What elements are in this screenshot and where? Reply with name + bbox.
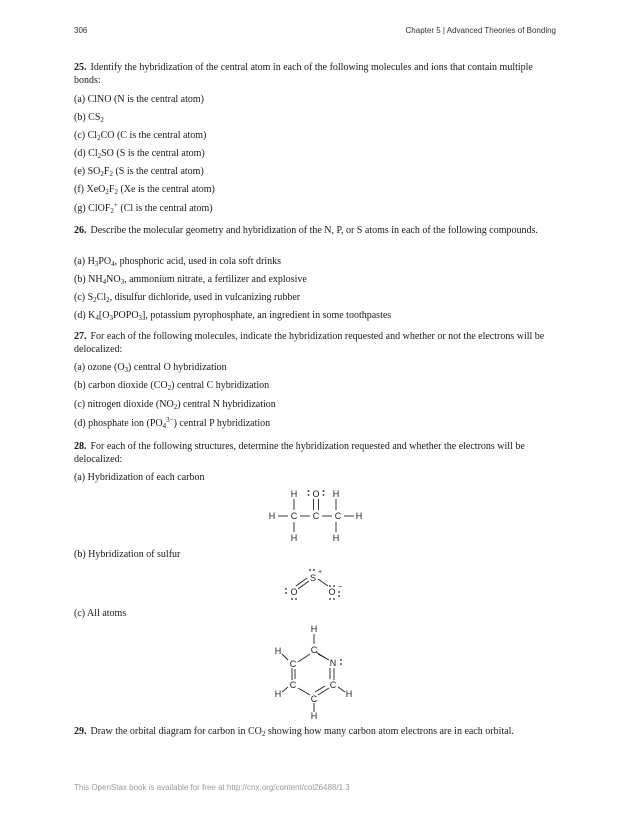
q25-option-f: (f) $XeO_2F_2$ (Xe is the central atom) [74, 184, 215, 196]
question-number: 29. [74, 726, 87, 737]
page-number: 306 [74, 26, 88, 35]
q26-option-c: (c) $S_2Cl_2$, disulfur dichloride, used in vulcanizing rubber [74, 292, 301, 304]
question-26 [74, 224, 554, 237]
pyridine-structure [268, 624, 358, 720]
q27-option-b: (b) carbon dioxide $(CO_2)$ central C hybridization [74, 380, 270, 392]
acetone-structure [260, 486, 370, 544]
q26-option-a: (a) $H_3PO_4$, phosphoric acid, used in cola soft drinks [74, 256, 281, 268]
q25-option-a: (a) ClNO (N is the central atom) [74, 94, 204, 105]
question-number: 27. [74, 331, 87, 342]
question-text: Identify the hybridization of the central atom in each of the following molecules and ions that contain multiple bonds: [74, 62, 533, 86]
atom-label: S [309, 573, 317, 583]
q28-option-c: (c) All atoms [74, 608, 127, 619]
atom-label: H [310, 711, 318, 720]
q25-option-b: (b) $CS_2$ [74, 112, 104, 124]
q25-option-g: (g) ClOF$_2$+ (Cl is the central atom) [74, 201, 213, 215]
footer-note: This OpenStax book is available for free at http://cnx.org/content/col26488/1.3 [74, 783, 350, 792]
atom-label: O [290, 587, 298, 597]
q25-option-c: (c) $Cl_2CO$ (C is the central atom) [74, 130, 207, 142]
atom-label: C [289, 659, 297, 669]
atom-label: H [310, 624, 318, 634]
atom-label: H [332, 533, 340, 543]
sulfur-dioxide-structure [282, 566, 346, 602]
q27-option-a: (a) ozone $(O_3)$ central O hybridization [74, 362, 227, 374]
atom-label: C [334, 511, 342, 521]
q28-option-a: (a) Hybridization of each carbon [74, 472, 205, 483]
atom-label: H [355, 511, 363, 521]
atom-label: H [332, 489, 340, 499]
question-text: Describe the molecular geometry and hybridization of the N, P, or S atoms in each of the following compounds. [90, 225, 538, 236]
atom-label: H [290, 533, 298, 543]
question-text: For each of the following molecules, indicate the hybridization requested and whether or not the electrons will be delocalized: [74, 331, 545, 355]
q27-option-c: (c) nitrogen dioxide $(NO_2)$ central N hybridization [74, 399, 276, 411]
atom-label: O [312, 489, 320, 499]
q26-option-b: (b) $NH_4NO_3$, ammonium nitrate, a fertilizer and explosive [74, 274, 307, 286]
atom-label: H [274, 646, 282, 656]
question-29 [74, 725, 554, 738]
q26-option-d: (d) $K_4[O_3POPO_3]$, potassium pyrophosphate, an ingredient in some toothpastes [74, 310, 392, 322]
q25-option-e: (e) $SO_2F_2$ (S is the central atom) [74, 166, 204, 178]
atom-label: H [268, 511, 276, 521]
atom-label: H [345, 689, 353, 699]
atom-label: C [310, 645, 318, 655]
charge-minus: − [337, 584, 343, 591]
q25-option-d: (d) $Cl_2SO$ (S is the central atom) [74, 148, 205, 160]
atom-label: C [312, 511, 320, 521]
atom-label: C [310, 694, 318, 704]
question-text: For each of the following structures, determine the hybridization requested and whether the electrons will be delocalized: [74, 441, 525, 465]
atom-label: H [274, 689, 282, 699]
chapter-title: Chapter 5 | Advanced Theories of Bonding [405, 26, 556, 35]
q27-option-d: (d) phosphate ion $(PO_4^{3-})$ central P hybridization [74, 416, 271, 430]
atom-label: C [289, 680, 297, 690]
question-text: Draw the orbital diagram for carbon in $CO_2$ showing how many carbon atom electrons are in each orbital. [90, 726, 514, 738]
atom-label: C [290, 511, 298, 521]
question-25 [74, 61, 554, 87]
atom-label: H [290, 489, 298, 499]
question-27 [74, 330, 554, 356]
charge-plus: + [317, 569, 323, 576]
atom-label: C [329, 680, 337, 690]
question-28 [74, 440, 554, 466]
question-number: 25. [74, 62, 87, 73]
question-number: 26. [74, 225, 87, 236]
q28-option-b: (b) Hybridization of sulfur [74, 549, 181, 560]
question-number: 28. [74, 441, 87, 452]
atom-label: N [329, 658, 337, 668]
atom-label: O [328, 587, 336, 597]
